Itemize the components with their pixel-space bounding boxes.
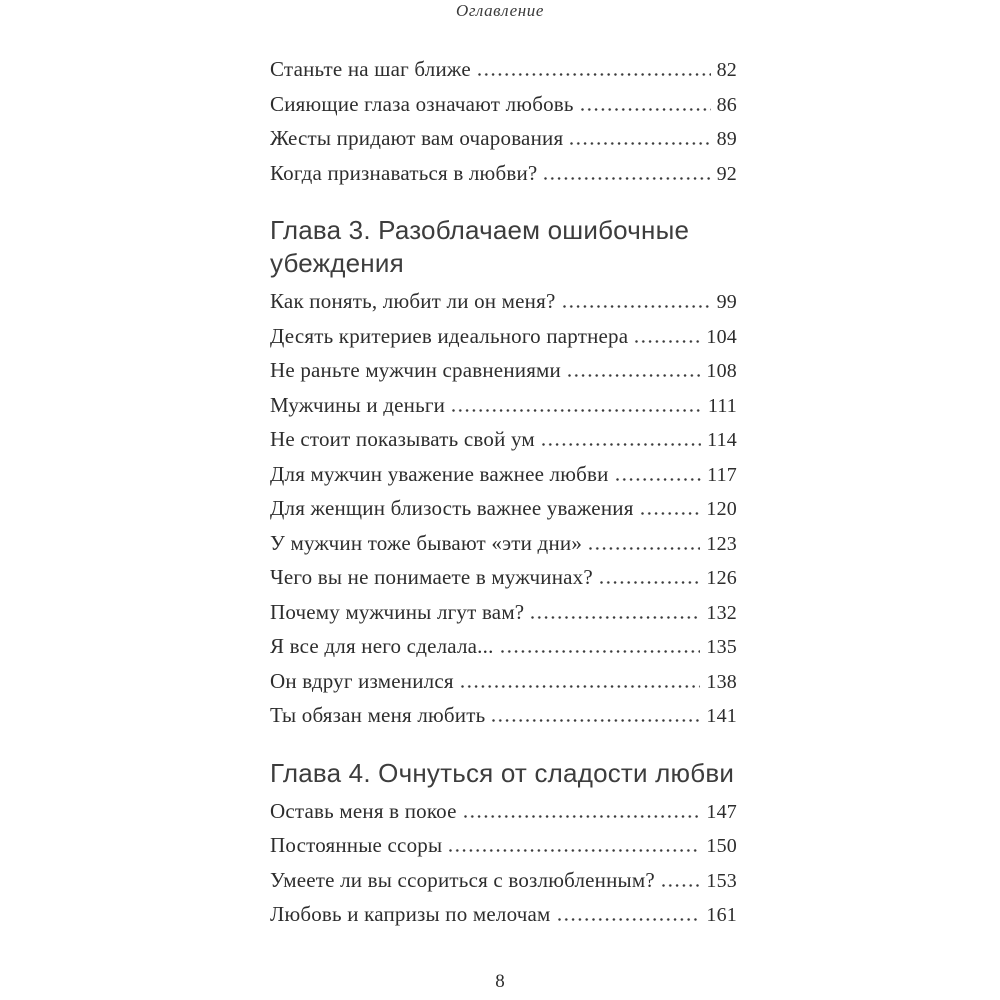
toc-entry-title: Десять критериев идеального партнера [270, 323, 629, 348]
toc-entry [270, 491, 737, 526]
dot-leader [449, 849, 700, 852]
toc-entry-title: Умеете ли вы ссориться с возлюбленным? [270, 867, 655, 892]
toc-entry-page: 114 [707, 429, 737, 451]
toc-entry [270, 52, 737, 87]
toc-entry-page: 126 [706, 567, 737, 589]
toc-entry-page: 86 [716, 93, 737, 116]
page-number: 8 [495, 971, 505, 992]
toc-entry-title: Жесты придают вам очарования [270, 126, 564, 150]
toc-entry [270, 87, 737, 122]
toc-entry-title: Сияющие глаза означают любовь [270, 91, 574, 116]
toc-entry-title: Почему мужчины лгут вам? [270, 599, 525, 624]
toc-entry-title: Для мужчин уважение важнее любви [270, 461, 609, 486]
dot-leader [568, 374, 700, 377]
dot-leader [662, 884, 701, 887]
toc-entry [270, 664, 737, 699]
toc-entry [270, 794, 737, 829]
toc-entry-title: Постоянные ссоры [270, 833, 443, 857]
toc-entry [270, 422, 737, 457]
toc-entry-title: Ты обязан меня любить [270, 703, 486, 727]
toc-entry-page: 123 [706, 532, 737, 555]
dot-leader [563, 305, 711, 308]
dot-leader [570, 142, 710, 145]
toc-entry [270, 319, 737, 354]
toc-entry-page: 153 [706, 869, 737, 892]
toc-entry-page: 138 [706, 670, 737, 693]
toc-entry [270, 156, 737, 191]
toc-entry [270, 353, 737, 388]
dot-leader [542, 443, 701, 446]
toc-entry-page: 117 [707, 463, 737, 486]
toc-entry [270, 863, 737, 898]
toc-entry-title: Мужчины и деньги [270, 392, 446, 417]
dot-leader [478, 73, 711, 76]
toc-entry-page: 92 [716, 162, 737, 185]
dot-leader [635, 340, 700, 343]
toc-entry-page: 120 [706, 498, 737, 520]
toc-entry-title: Я все для него сделала... [270, 634, 494, 658]
toc-entry-title: У мужчин тоже бывают «эти дни» [270, 530, 583, 555]
dot-leader [558, 918, 701, 921]
toc [270, 52, 737, 932]
toc-entry-page: 99 [716, 291, 737, 313]
toc-entry [270, 526, 737, 561]
toc-entry-page: 147 [706, 800, 737, 823]
toc-entry-title: Не раньте мужчин сравнениями [270, 358, 561, 382]
dot-leader [616, 478, 702, 481]
dot-leader [600, 581, 701, 584]
toc-entry-title: Чего вы не понимаете в мужчинах? [270, 565, 593, 589]
dot-leader [641, 512, 701, 515]
chapter-heading: Глава 3. Разоблачаем ошибочные убеждения [270, 215, 690, 278]
toc-entry-page: 141 [706, 705, 737, 727]
dot-leader [492, 719, 700, 722]
toc-entry [270, 698, 737, 733]
toc-entry [270, 284, 737, 319]
toc-entry-title: Оставь меня в покое [270, 798, 457, 823]
chapter-heading: Глава 4. Очнуться от сладости любви [270, 757, 735, 788]
toc-entry-title: Для женщин близость важнее уважения [270, 496, 634, 520]
toc-entry-page: 135 [706, 636, 737, 658]
dot-leader [581, 108, 711, 111]
dot-leader [544, 177, 710, 180]
dot-leader [531, 616, 700, 619]
toc-entry-page: 111 [707, 394, 737, 417]
dot-leader [589, 547, 700, 550]
dot-leader [501, 650, 701, 653]
toc-entry-page: 89 [716, 128, 737, 150]
toc-entry-title: Как понять, любит ли он меня? [270, 289, 556, 313]
toc-entry-title: Он вдруг изменился [270, 668, 454, 693]
toc-entry-title: Станьте на шаг ближе [270, 57, 471, 81]
dot-leader [452, 409, 702, 412]
toc-entry [270, 629, 737, 664]
toc-entry-page: 150 [706, 835, 737, 857]
toc-entry [270, 595, 737, 630]
toc-entry-page: 161 [706, 904, 737, 926]
dot-leader [464, 815, 701, 818]
running-head: Оглавление [455, 1, 545, 20]
toc-entry [270, 560, 737, 595]
toc-entry-title: Когда признаваться в любви? [270, 160, 538, 185]
toc-entry-page: 132 [706, 601, 737, 624]
toc-entry-title: Не стоит показывать свой ум [270, 427, 535, 451]
toc-entry [270, 388, 737, 423]
toc-entry [270, 121, 737, 156]
toc-entry [270, 828, 737, 863]
dot-leader [461, 685, 701, 688]
toc-entry-title: Любовь и капризы по мелочам [270, 902, 551, 926]
toc-entry-page: 104 [706, 325, 737, 348]
toc-entry [270, 457, 737, 492]
toc-entry-page: 82 [716, 59, 737, 81]
toc-entry [270, 897, 737, 932]
toc-entry-page: 108 [706, 360, 737, 382]
